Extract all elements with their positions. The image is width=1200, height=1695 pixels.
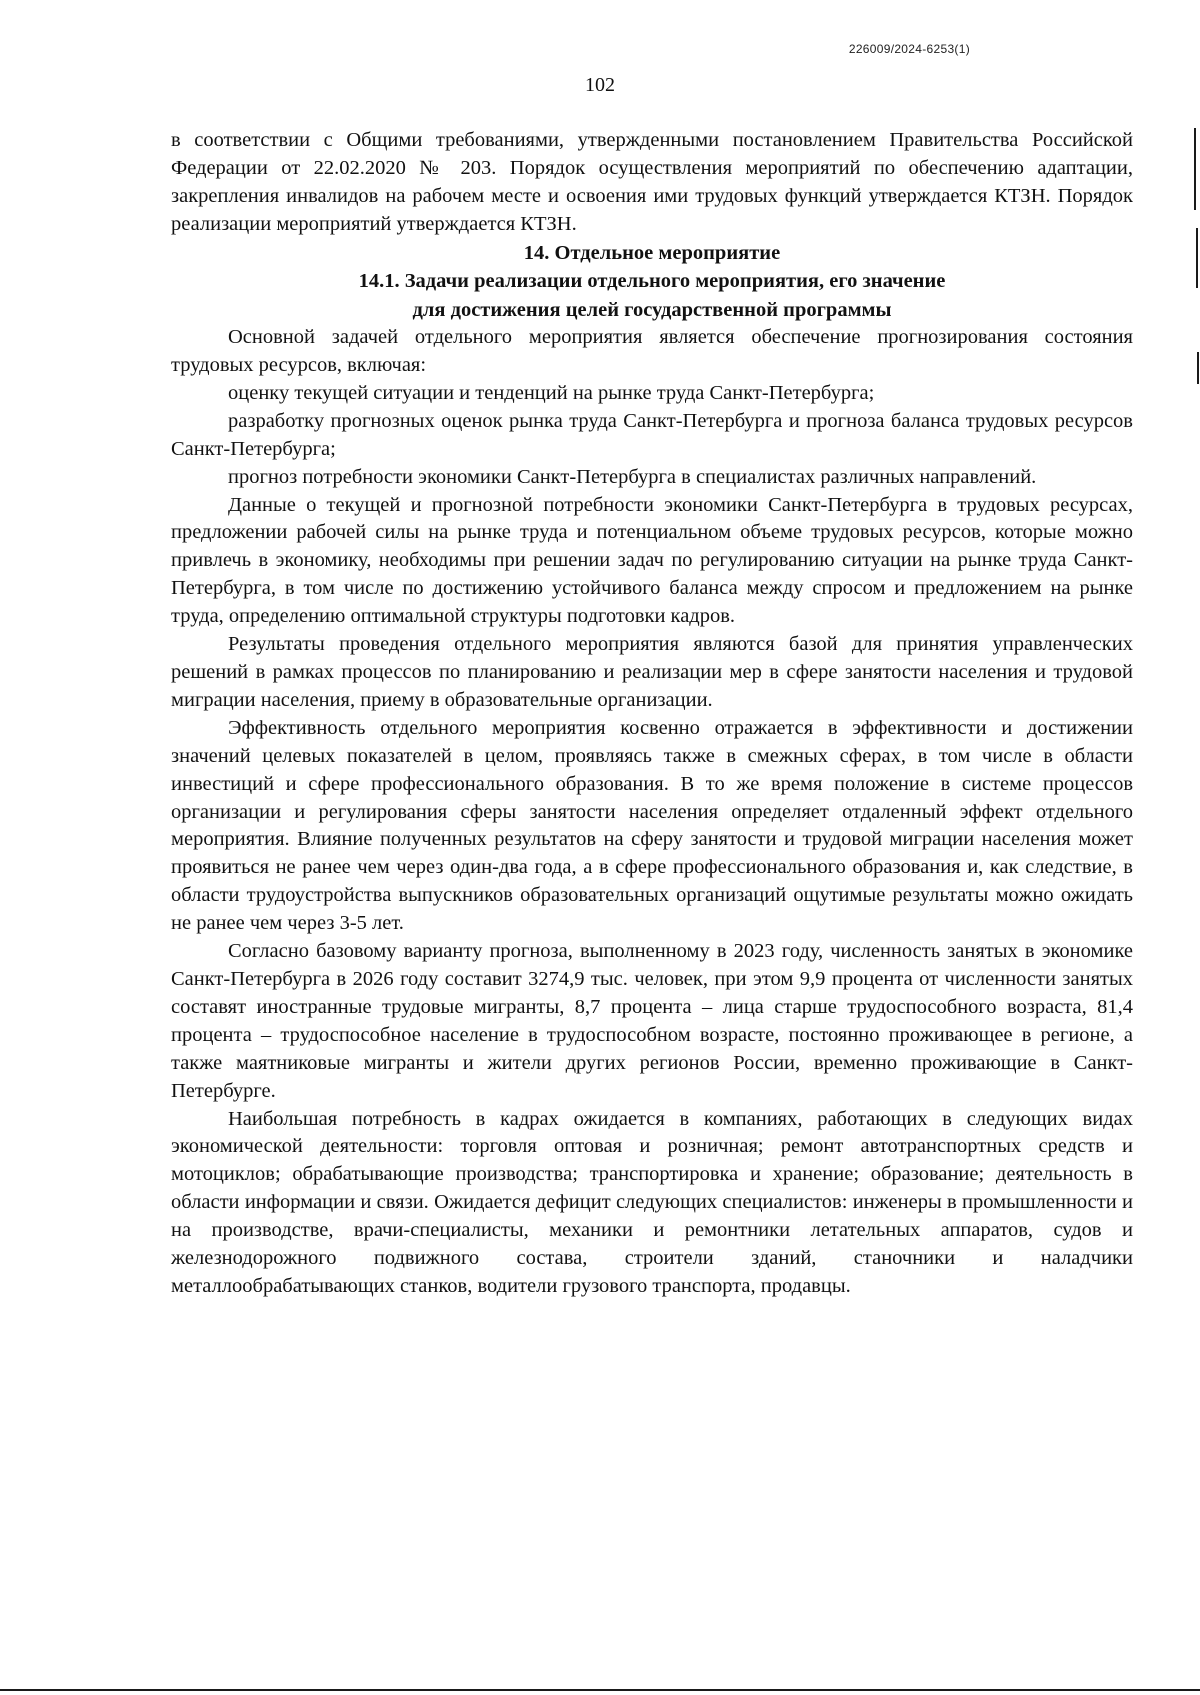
list-item: оценку текущей ситуации и тенденций на рынке труда Санкт-Петербурга; [228,381,875,404]
scan-edge-mark [1196,228,1198,288]
body-paragraph: Основной задачей отдельного мероприятия является обеспечение прогнозирования состояния трудовых ресурсов, включая: [171,326,1133,377]
intro-paragraph: в соответствии с Общими требованиями, утвержденными постановлением Правительства Российской Федерации от 22.02.2020 № 203. Порядок осуществления мероприятий по обеспечению адаптации, закрепления инвалидов на рабочем месте и освоения ими трудовых функций утверждается КТЗН. Порядок реализации мероприятий утверждается КТЗН. [171,129,1133,235]
body-paragraph: Эффективность отдельного мероприятия косвенно отражается в эффективности и достижении значений целевых показателей в целом, проявляясь также в смежных сферах, в том числе в области инвестиций и сфере профессионального образования. В то же время положение в системе процессов организации и регулирования сферы занятости населения определяет отдаленный эффект отдельного мероприятия. Влияние полученных результатов на сферу занятости и трудовой миграции населения может проявиться не ранее чем через один-два года, а в сфере профессионального образования и, как следствие, в области трудоустройства выпускников образовательных организаций ощутимые результаты можно ожидать не ранее чем через 3-5 лет. [171,716,1133,935]
document-registration-number: 226009/2024-6253(1) [848,42,970,56]
scan-edge-mark [1194,128,1196,210]
document-body [171,127,1133,1301]
body-paragraph: Наибольшая потребность в кадрах ожидается в компаниях, работающих в следующих видах экономической деятельности: торговля оптовая и розничная; ремонт автотранспортных средств и мотоциклов; обрабатывающие производства; транспортировка и хранение; образование; деятельность в области информации и связи. Ожидается дефицит следующих специалистов: инженеры в промышленности и на производстве, врачи-специалисты, механики и ремонтники летательных аппаратов, судов и железнодорожного подвижного состава, строители зданий, станочники и наладчики металлообрабатывающих станков, водители грузового транспорта, продавцы. [171,1107,1133,1297]
subsection-title-line-2: для достижения целей государственной программы [412,298,892,321]
body-paragraph: Согласно базовому варианту прогноза, выполненному в 2023 году, численность занятых в экономике Санкт-Петербурга в 2026 году составит 3274,9 тыс. человек, при этом 9,9 процента от численности занятых составят иностранные трудовые мигранты, 8,7 процента – лица старше трудоспособного возраста, 81,4 процента – трудоспособное население в трудоспособном возрасте, постоянно проживающее в регионе, а также маятниковые мигранты и жители других регионов России, временно проживающие в Санкт-Петербурге. [171,940,1133,1102]
body-paragraph: Данные о текущей и прогнозной потребности экономики Санкт-Петербурга в трудовых ресурсах, предложении рабочей силы на рынке труда и потенциальном объеме трудовых ресурсов, которые можно привлечь в экономику, необходимы при решении задач по регулированию ситуации на рынке труда Санкт-Петербурга, в том числе по достижению устойчивого баланса между спросом и предложением на рынке труда, определению оптимальной структуры подготовки кадров. [171,493,1133,628]
scan-bottom-edge [0,1689,1200,1691]
scan-edge-mark [1197,352,1199,384]
subsection-title-line-1: 14.1. Задачи реализации отдельного мероприятия, его значение [358,270,946,293]
body-paragraph: Результаты проведения отдельного мероприятия являются базой для принятия управленческих решений в рамках процессов по планированию и реализации мер в сфере занятости населения и трудовой миграции населения, приему в образовательные организации. [171,633,1133,711]
page-number: 102 [585,74,615,96]
section-title: 14. Отдельное мероприятие [523,241,781,264]
list-item: разработку прогнозных оценок рынка труда Санкт-Петербурга и прогноза баланса трудовых ресурсов Санкт-Петербурга; [171,409,1133,460]
list-item: прогноз потребности экономики Санкт-Петербурга в специалистах различных направлений. [228,465,1037,488]
